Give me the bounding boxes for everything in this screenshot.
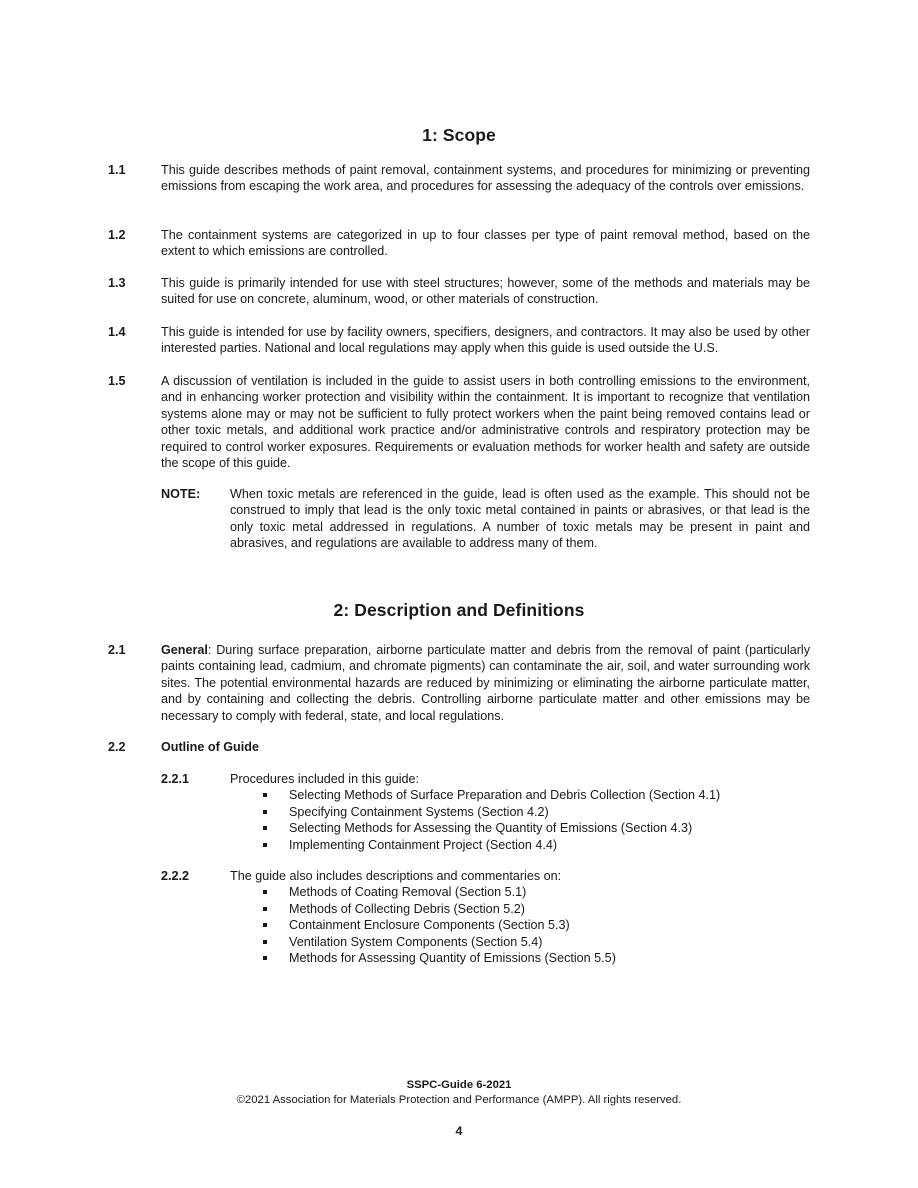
paragraph-1-2 <box>108 227 810 260</box>
list-item: Ventilation System Components (Section 5.4) <box>261 934 810 950</box>
paragraph-1-3 <box>108 275 810 308</box>
paragraph-text: A discussion of ventilation is included in the guide to assist users in both controlling emissions to the environment, and in enhancing worker protection and visibility within the containment. It is important to recognize that ventilation systems alone may or may not be sufficient to fully protect workers when the paint being removed contains lead or other toxic metals, and additional work practice and/or administrative controls and respiratory protection may be required to control worker exposures. Requirements or evaluation methods for worker health and safety are outside the scope of this guide. <box>161 374 810 471</box>
paragraph-number: 2.2 <box>108 740 126 754</box>
paragraph-1-1 <box>108 162 810 195</box>
paragraph-number: 2.1 <box>108 643 126 657</box>
bullet-list <box>261 884 810 966</box>
paragraph-number: 2.2.1 <box>161 772 190 786</box>
list-item: Specifying Containment Systems (Section 4.2) <box>261 804 810 820</box>
list-item: Selecting Methods of Surface Preparation and Debris Collection (Section 4.1) <box>261 787 810 803</box>
paragraph-text: This guide describes methods of paint removal, containment systems, and procedures for minimizing or preventing emissions from escaping the work area, and procedures for assessing the adequacy of the controls over emissions. <box>161 163 810 194</box>
note-label: NOTE: <box>161 487 201 501</box>
paragraph-text: This guide is primarily intended for use with steel structures; however, some of the methods and materials may be suited for use on concrete, aluminum, wood, or other materials of construction. <box>161 276 810 307</box>
paragraph-number: 1.1 <box>108 163 126 177</box>
list-item: Implementing Containment Project (Section 4.4) <box>261 837 810 853</box>
subsection-intro: Procedures included in this guide: <box>230 772 420 786</box>
subsection-intro: The guide also includes descriptions and commentaries on: <box>230 869 562 883</box>
page-footer <box>0 1078 918 1108</box>
subsection-2-2-2 <box>161 868 810 966</box>
paragraph-body: : During surface preparation, airborne particulate matter and debris from the removal of paint (particularly paints containing lead, cadmium, and chromate pigments) can contaminate the air, soil, and water surrounding work sites. The potential environmental hazards are reduced by minimizing or eliminating the airborne particulate matter, and by containing and collecting the debris. Controlling airborne particulate matter and other emissions may be necessary to comply with federal, state, and local regulations. <box>161 643 810 723</box>
section-1-title: 1: Scope <box>422 125 496 145</box>
paragraph-text: This guide is intended for use by facility owners, specifiers, designers, and contractors. It may also be used by other interested parties. National and local regulations may apply when this guide is used outside the U.S. <box>161 325 810 356</box>
list-item: Containment Enclosure Components (Section 5.3) <box>261 917 810 933</box>
subsection-2-2-heading <box>108 739 810 755</box>
paragraph-number: 2.2.2 <box>161 869 190 883</box>
footer-document-id: SSPC-Guide 6-2021 <box>406 1079 512 1091</box>
footer-copyright: ©2021 Association for Materials Protection and Performance (AMPP). All rights reserved. <box>236 1094 682 1106</box>
note-block <box>161 486 810 552</box>
paragraph-2-1 <box>108 642 810 724</box>
paragraph-text <box>161 642 810 724</box>
paragraph-1-5 <box>108 373 810 471</box>
section-2-title: 2: Description and Definitions <box>333 600 585 620</box>
paragraph-lead-term: General <box>161 643 208 657</box>
paragraph-number: 1.3 <box>108 276 126 290</box>
paragraph-number: 1.4 <box>108 325 126 339</box>
note-text: When toxic metals are referenced in the guide, lead is often used as the example. This should not be construed to imply that lead is the only toxic metal contained in paints or abrasives, or that lead is the only toxic metal addressed in regulations. A number of toxic metals may be present in paint and abrasives, and regulations are available to address many of them. <box>230 487 810 551</box>
bullet-list <box>261 787 810 853</box>
paragraph-number: 1.2 <box>108 228 126 242</box>
page-number: 4 <box>455 1124 463 1138</box>
list-item: Selecting Methods for Assessing the Quantity of Emissions (Section 4.3) <box>261 820 810 836</box>
list-item: Methods for Assessing Quantity of Emissions (Section 5.5) <box>261 950 810 966</box>
paragraph-1-4 <box>108 324 810 357</box>
paragraph-number: 1.5 <box>108 374 126 388</box>
list-item: Methods of Collecting Debris (Section 5.2) <box>261 901 810 917</box>
list-item: Methods of Coating Removal (Section 5.1) <box>261 884 810 900</box>
subsection-title: Outline of Guide <box>161 740 259 754</box>
subsection-2-2-1 <box>161 771 810 853</box>
paragraph-text: The containment systems are categorized in up to four classes per type of paint removal method, based on the extent to which emissions are controlled. <box>161 228 810 259</box>
